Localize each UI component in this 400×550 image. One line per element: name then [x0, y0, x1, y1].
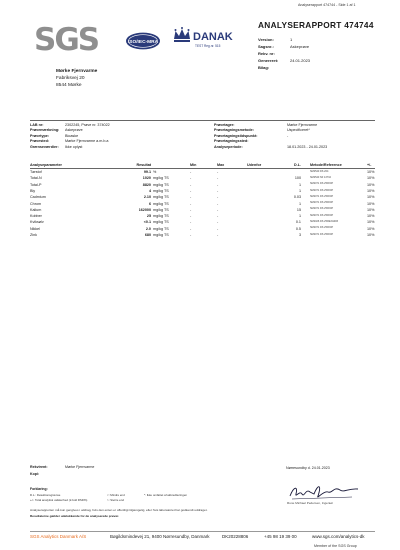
- sample-info-row: [214, 144, 327, 150]
- report-note: Analyserapporten må kun gengives i uddrag, hvis den enten er offentligt tilgængelig, eller hvis laboratoriet har godkendt uddraget.: [30, 508, 208, 512]
- meta-value: 24.01.2023: [290, 57, 311, 63]
- cell-dl: 100: [294, 176, 301, 181]
- sample-info-value: Mørke Fjernvarme: [287, 122, 318, 127]
- cell-method: SM2540 NF 13710: [310, 175, 331, 179]
- cell-result: 162000: [138, 207, 151, 212]
- meta-label: Bilag:: [258, 64, 270, 70]
- crown-icon: [174, 27, 190, 42]
- report-title: ANALYSERAPPORT 474744: [258, 20, 374, 30]
- cell-max: -: [217, 214, 219, 219]
- cell-parameter: Kalium: [30, 207, 42, 212]
- sample-info-value: 18.01.2023 - 24.01.2023: [287, 145, 328, 150]
- cell-max: -: [217, 207, 219, 212]
- legend-item: >: Større end: [107, 498, 124, 502]
- report-meta: [258, 37, 310, 71]
- cell-max: -: [217, 233, 219, 238]
- cell-dl: 1: [298, 201, 301, 206]
- cell-min: -: [190, 188, 192, 193]
- footer-value: Mørke Fjernvarme: [65, 465, 95, 470]
- col-header-dl: D.L.: [294, 162, 301, 167]
- cell-unit: mg/kg TS: [153, 188, 169, 193]
- meta-row: [258, 51, 310, 58]
- member-text: Member of the SGS Group: [314, 544, 357, 548]
- cell-max: -: [217, 201, 219, 206]
- sample-info-label: Prøvemærkning:: [30, 128, 60, 133]
- company-cvr: DK20228806: [222, 534, 249, 539]
- recipient-city: 8544 Mørke: [56, 83, 82, 88]
- cell-max: -: [217, 195, 219, 200]
- cell-method: SM2071 DS 259/ICP: [310, 207, 334, 211]
- cell-parameter: Nikkel: [30, 226, 41, 231]
- meta-label: Version:: [258, 37, 274, 43]
- cell-unit: mg/kg TS: [153, 176, 169, 181]
- cell-min: -: [190, 182, 192, 187]
- cell-method: SM2071 DS 259/ICP: [310, 188, 334, 192]
- cell-uncertainty: 10%: [367, 226, 375, 231]
- cell-method: SM2071 DS 259/ICP: [310, 201, 334, 205]
- cell-parameter: Total-P: [30, 182, 42, 187]
- col-header-parameter: Analyseparameter: [30, 162, 62, 167]
- col-header-max: Max: [217, 162, 225, 167]
- cell-dl: 0.03: [293, 195, 301, 200]
- cell-dl: 1: [298, 214, 301, 219]
- divider: [30, 120, 375, 121]
- footer-row-rekvirent: [30, 464, 94, 471]
- meta-row: [258, 65, 310, 72]
- sample-info-label: Prøvested:: [30, 139, 50, 144]
- cell-parameter: Kobber: [30, 214, 42, 219]
- legend-title: Forklaring:: [30, 487, 48, 491]
- cell-result: 25: [146, 214, 151, 219]
- sample-info-row: [30, 122, 110, 128]
- recipient-name: Mørke Fjernvarme: [56, 69, 98, 74]
- cell-max: -: [217, 220, 219, 225]
- sample-info-value: Askeprøve: [65, 128, 83, 133]
- cell-min: -: [190, 207, 192, 212]
- cell-method: SM2540 DS 204: [310, 169, 329, 173]
- cell-uncertainty: 10%: [367, 214, 375, 219]
- recipient-street: Fabriksvej 20: [56, 76, 85, 81]
- cell-max: -: [217, 226, 219, 231]
- page-header-text: Analyserapport 474744 - Side 1 af 1: [298, 3, 356, 7]
- cell-dl: 15: [296, 207, 301, 212]
- cell-dl: 1: [298, 188, 301, 193]
- footer-row-kopi: [30, 471, 94, 478]
- legend-item: *: Ikke omfattet af akkrediteringen: [144, 493, 188, 497]
- table-row: [30, 232, 375, 238]
- cell-uncertainty: 10%: [367, 182, 375, 187]
- sample-info-right: [214, 122, 327, 150]
- cell-result: 2.0: [145, 226, 151, 231]
- sample-info-value: Bioaske: [65, 133, 79, 138]
- cell-uncertainty: 10%: [367, 176, 375, 181]
- cell-result: 2.10: [143, 195, 151, 200]
- sample-info-label: Prøvetagningstidspunkt:: [214, 133, 258, 138]
- cell-result: 4: [148, 188, 151, 193]
- cell-result: 1020: [142, 176, 151, 181]
- meta-row: [258, 37, 310, 44]
- legend-item: +/-: Total analytisk usikkerhed (2-fold RSD%): [30, 498, 88, 502]
- cell-result: 8820: [142, 182, 151, 187]
- meta-label: Sagsnr.:: [258, 44, 274, 50]
- company-bar: [30, 531, 375, 539]
- cell-unit: mg/kg TS: [153, 214, 169, 219]
- cell-uncertainty: 10%: [367, 195, 375, 200]
- meta-row: [258, 44, 310, 51]
- legend-item: D.L.: Detektionsgrænse: [30, 493, 61, 497]
- cell-unit: mg/kg TS: [153, 207, 169, 212]
- table-header-row: [30, 162, 375, 168]
- danak-logo: [173, 26, 235, 52]
- table-body: [30, 169, 375, 238]
- sample-info-label: Grænseværdier:: [30, 145, 59, 150]
- col-header-min: Min: [190, 162, 197, 167]
- cell-unit: mg/kg TS: [153, 182, 169, 187]
- sample-info-value: Uspecificeret*: [287, 128, 310, 133]
- cell-unit: mg/kg TS: [153, 226, 169, 231]
- col-header-result: Resultat: [136, 162, 151, 167]
- sample-info-row: [30, 139, 110, 145]
- cell-unit: %: [153, 170, 157, 175]
- cell-result: 6: [148, 201, 151, 206]
- sgs-logo: [34, 19, 99, 58]
- col-header-method: Metode/Reference: [310, 163, 342, 168]
- cell-parameter: Bly: [30, 188, 36, 193]
- results-table: [30, 162, 375, 239]
- sample-info-label: Prøvetype:: [30, 133, 50, 138]
- company-address: Bøgildsmindevej 21, 9400 Nørresundby, Danmark: [110, 534, 210, 539]
- meta-label: Genereret:: [258, 57, 279, 63]
- cell-method: SM2071 DS 259/ICP: [310, 213, 334, 217]
- sample-info-row: [214, 122, 327, 128]
- sample-info-value: Ikke oplyst: [65, 145, 83, 150]
- meta-value: 1: [290, 37, 293, 43]
- cell-max: -: [217, 188, 219, 193]
- cell-uncertainty: 10%: [367, 170, 375, 175]
- cell-min: -: [190, 220, 192, 225]
- cell-min: -: [190, 226, 192, 231]
- sample-info-value: -: [287, 133, 289, 138]
- col-header-outside: Udenfor: [247, 162, 262, 167]
- cell-uncertainty: 10%: [367, 207, 375, 212]
- meta-value: Askeprøve: [290, 44, 310, 50]
- company-name: SGS Analytics Danmark A/S: [30, 534, 87, 539]
- cell-parameter: Zink: [30, 233, 37, 238]
- sample-info-label: LAB nr:: [30, 122, 44, 127]
- cell-parameter: Chrom: [30, 201, 42, 206]
- col-header-uncertainty: +/-: [367, 162, 372, 167]
- cell-unit: mg/kg TS: [153, 195, 169, 200]
- sample-info-value: Mørke Fjernvarme a.m.b.a: [65, 139, 109, 144]
- ilac-mra-text: ISO/IEC-MRA: [127, 39, 159, 45]
- cell-max: -: [217, 176, 219, 181]
- sample-info-label: Prøvetagningsmetode:: [214, 128, 254, 133]
- footer-label: Kopi:: [30, 472, 40, 477]
- meta-label: Rekv. nr:: [258, 50, 275, 56]
- cell-min: -: [190, 195, 192, 200]
- cell-unit: mg/kg TS: [153, 201, 169, 206]
- cell-min: -: [190, 233, 192, 238]
- company-phone: +45 98 19 39 00: [264, 534, 297, 539]
- meta-row: [258, 58, 310, 65]
- cell-unit: mg/kg TS: [153, 233, 169, 238]
- cell-dl: 3: [298, 233, 301, 238]
- cell-min: -: [190, 214, 192, 219]
- cell-uncertainty: 10%: [367, 188, 375, 193]
- cell-max: -: [217, 170, 219, 175]
- sgs-logo-text: SGS: [34, 22, 99, 58]
- results-note: Resultaterne gælder udelukkende for de analyserede prøver.: [30, 514, 120, 518]
- cell-parameter: Tørstof: [30, 170, 42, 175]
- footer-info: [30, 464, 94, 478]
- sample-info-label: Prøvetagningssted:: [214, 139, 249, 144]
- cell-min: -: [190, 176, 192, 181]
- cell-dl: 0.5: [295, 226, 301, 231]
- recipient-address: [56, 68, 97, 89]
- sample-info-row: [30, 144, 110, 150]
- cell-method: SM2071 DS 259/ICP: [310, 226, 334, 230]
- cell-uncertainty: 10%: [367, 201, 375, 206]
- cell-method: SM2026 DS 259/EN1483: [310, 220, 339, 224]
- cell-result: <0.1: [143, 220, 151, 225]
- cell-uncertainty: 10%: [367, 220, 375, 225]
- ilac-mra-seal: [125, 32, 161, 50]
- cell-result: 680: [144, 233, 151, 238]
- sample-info-label: Analyseperiode:: [214, 145, 243, 150]
- cell-parameter: Total-N: [30, 176, 42, 181]
- danak-text: DANAK: [193, 31, 233, 43]
- company-web-link[interactable]: www.sgs.com/analytics-dk: [312, 534, 365, 539]
- cell-method: SM2071 DS 259/ICP: [310, 182, 334, 186]
- signer-name: Rune Michael Pedersen, Ingeniør: [287, 501, 334, 505]
- cell-method: SM2071 DS 259/ICP: [310, 232, 334, 236]
- sample-info-value: 2302245, Prøve nr. 374022: [65, 122, 110, 127]
- cell-dl: 1: [298, 182, 301, 187]
- sample-info-label: Prøvetager:: [214, 122, 235, 127]
- place-date: Nørresundby d. 24.01.2023: [286, 466, 330, 470]
- cell-min: -: [190, 170, 192, 175]
- legend-item: <: Mindre end: [107, 493, 125, 497]
- cell-method: SM2071 DS 259/ICP: [310, 194, 334, 198]
- danak-reg-text: TEST Reg.nr. 515: [195, 44, 221, 48]
- cell-min: -: [190, 201, 192, 206]
- cell-unit: mg/kg TS: [153, 220, 169, 225]
- footer-label: Rekvirent:: [30, 465, 48, 470]
- cell-max: -: [217, 182, 219, 187]
- cell-parameter: Cadmium: [30, 195, 46, 200]
- sample-info-left: [30, 122, 110, 150]
- cell-dl: 0.1: [295, 220, 301, 225]
- cell-parameter: Kviksølv: [30, 220, 44, 225]
- cell-uncertainty: 10%: [367, 233, 375, 238]
- cell-result: 99.1: [143, 170, 151, 175]
